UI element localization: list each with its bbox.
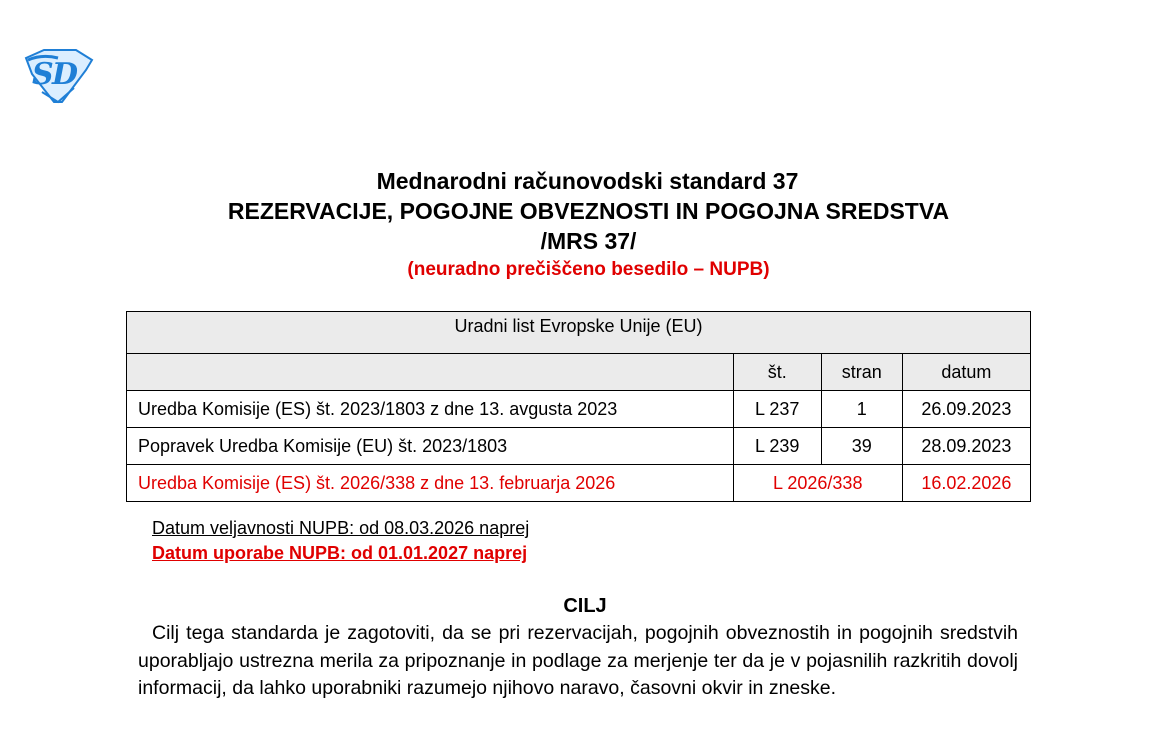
row-st: L 239 xyxy=(733,428,821,465)
title-line-3: /MRS 37/ xyxy=(540,228,637,254)
validity-date: Datum veljavnosti NUPB: od 08.03.2026 naprej xyxy=(152,518,530,538)
nupb-dates xyxy=(152,516,529,566)
section-heading: CILJ xyxy=(563,595,607,617)
row-datum: 26.09.2023 xyxy=(902,391,1030,428)
row-datum: 16.02.2026 xyxy=(902,465,1030,502)
svg-text:D: D xyxy=(52,57,79,92)
row-stran: 1 xyxy=(821,391,902,428)
title-line-1: Mednarodni računovodski standard 37 xyxy=(376,168,799,194)
application-date: Datum uporabe NUPB: od 01.01.2027 naprej xyxy=(152,543,528,563)
subtitle: (neuradno prečiščeno besedilo – NUPB) xyxy=(407,259,770,280)
table-caption-row xyxy=(127,312,1031,354)
title-line-2: REZERVACIJE, POGOJNE OBVEZNOSTI IN POGOJNA SREDSTVA xyxy=(227,198,950,224)
header-stran: stran xyxy=(821,354,902,391)
table-row xyxy=(127,465,1031,502)
header-empty-cell xyxy=(127,354,734,391)
section-paragraph: Cilj tega standarda je zagotoviti, da se pri rezervacijah, pogojnih obveznostih in pogojnih sredstvih uporabljajo ustrezna merila za pripoznanje in podlage za merjenje ter da je v pojasnilih razkritih dovolj informacij, da lahko uporabniki razumejo njihovo naravo, časovni okvir in zneske. xyxy=(138,622,1018,699)
header-st: št. xyxy=(733,354,821,391)
official-journal-table xyxy=(126,311,1031,502)
row-st: L 2026/338 xyxy=(733,465,902,502)
table-caption: Uradni list Evropske Unije (EU) xyxy=(127,312,1031,354)
row-name: Uredba Komisije (ES) št. 2023/1803 z dne 13. avgusta 2023 xyxy=(127,391,734,428)
row-name: Popravek Uredba Komisije (EU) št. 2023/1803 xyxy=(127,428,734,465)
table-row xyxy=(127,428,1031,465)
row-stran: 39 xyxy=(821,428,902,465)
row-st: L 237 xyxy=(733,391,821,428)
header-datum: datum xyxy=(902,354,1030,391)
document-title-block xyxy=(0,166,1157,284)
sd-logo-icon xyxy=(22,48,94,104)
row-datum: 28.09.2023 xyxy=(902,428,1030,465)
table-header-row xyxy=(127,354,1031,391)
svg-text:S: S xyxy=(32,57,54,92)
row-name: Uredba Komisije (ES) št. 2026/338 z dne 13. februarja 2026 xyxy=(127,465,734,502)
table-row xyxy=(127,391,1031,428)
